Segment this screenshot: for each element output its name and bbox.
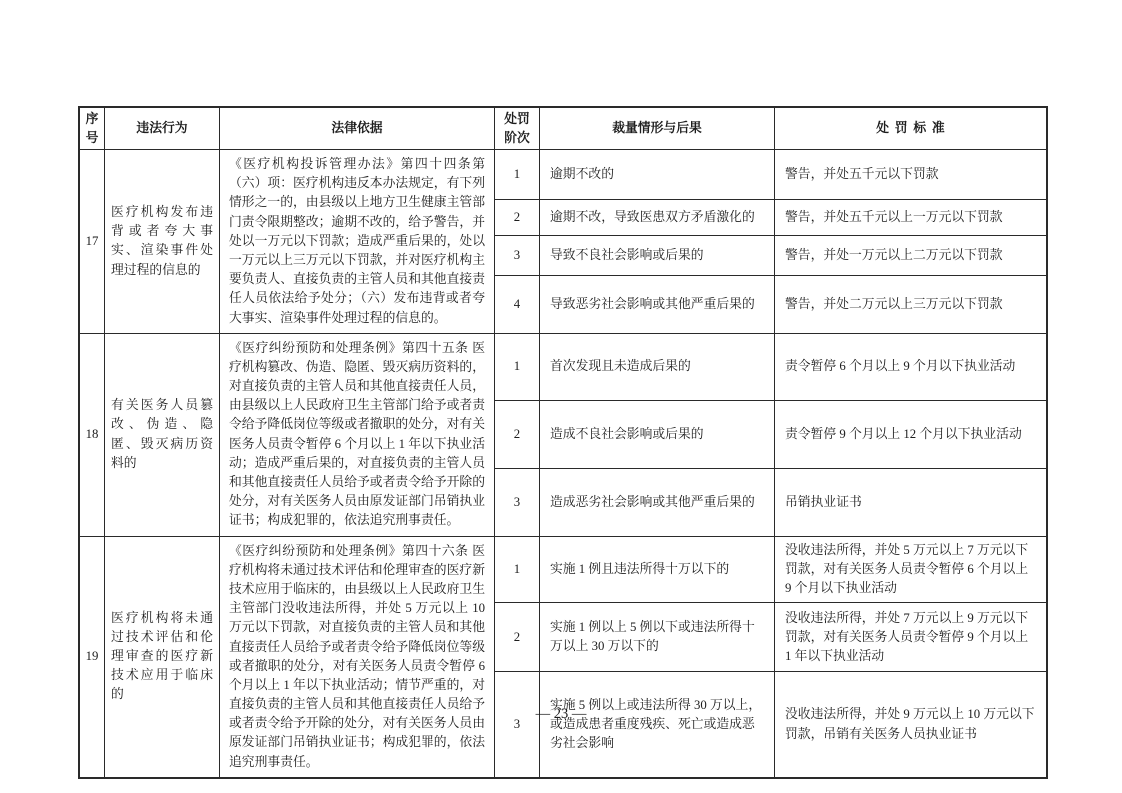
- penalty-level-row: [495, 334, 1046, 401]
- penalty-level-row: [495, 150, 1046, 199]
- header-circumstance: 裁量情形与后果: [540, 108, 775, 149]
- penalty-level-cell: 2: [495, 200, 540, 235]
- circumstance-cell: 逾期不改，导致医患双方矛盾激化的: [540, 200, 775, 235]
- penalty-level-cell: 1: [495, 334, 540, 401]
- circumstance-cell: 逾期不改的: [540, 150, 775, 199]
- penalty-level-cell: 3: [495, 469, 540, 536]
- circumstance-cell: 导致恶劣社会影响或其他严重后果的: [540, 276, 775, 333]
- row-no-cell: 19: [80, 537, 105, 777]
- penalty-standards-table: [78, 106, 1048, 779]
- table-row: [80, 536, 1046, 777]
- penalty-level-row: [495, 199, 1046, 235]
- circumstance-cell: 导致不良社会影响或后果的: [540, 236, 775, 275]
- penalty-level-row: [495, 537, 1046, 603]
- penalty-level-cell: 1: [495, 537, 540, 603]
- penalty-standard-cell: 责令暂停 9 个月以上 12 个月以下执业活动: [785, 427, 1022, 442]
- penalty-standard-cell: 没收违法所得，并处 7 万元以上 9 万元以下罚款，对有关医务人员责令暂停 9 个月以上 1 年以下执业活动: [785, 610, 1029, 663]
- circumstance-cell: 实施 1 例以上 5 例以下或违法所得十万以上 30 万以下的: [540, 603, 775, 671]
- penalty-level-cell: 4: [495, 276, 540, 333]
- penalty-levels-group: [495, 537, 1046, 777]
- penalty-level-cell: 1: [495, 150, 540, 199]
- legal-basis-cell: 《医疗机构投诉管理办法》第四十四条第（六）项：医疗机构违反本办法规定，有下列情形之一的，由县级以上地方卫生健康主管部门责令限期整改；逾期不改的，给予警告，并处以一万元以下罚款；造成严重后果的，处以一万元以上三万元以下罚款，并对医疗机构主要负责人、直接负责的主管人员和其他直接责任人员依法给予处分；（六）发布违背或者夸大事实、渲染事件处理过程的信息的。: [220, 150, 495, 333]
- penalty-standard-cell: 警告，并处二万元以上三万元以下罚款: [785, 296, 1003, 311]
- table-row: [80, 333, 1046, 536]
- row-no-cell: 18: [80, 334, 105, 536]
- header-no: 序号: [80, 108, 105, 149]
- penalty-level-row: [495, 602, 1046, 671]
- header-legal-basis: 法律依据: [220, 108, 495, 149]
- page-number: — 23 —: [535, 706, 587, 722]
- header-penalty-level: 处罚阶次: [495, 108, 540, 149]
- violation-cell: 医疗机构发布违背或者夸大事实、渲染事件处理过程的信息的: [105, 150, 220, 333]
- penalty-standard-cell: 警告，并处一万元以上二万元以下罚款: [785, 247, 1003, 262]
- penalty-level-cell: 2: [495, 401, 540, 468]
- penalty-standard-cell: 吊销执业证书: [785, 494, 862, 509]
- violation-cell: 有关医务人员篡改、伪造、隐匿、毁灭病历资料的: [105, 334, 220, 536]
- penalty-standard-cell: 警告，并处五千元以上一万元以下罚款: [785, 209, 1003, 224]
- row-no-cell: 17: [80, 150, 105, 333]
- penalty-level-row: [495, 235, 1046, 275]
- penalty-level-row: [495, 400, 1046, 468]
- penalty-standard-cell: 没收违法所得，并处 5 万元以上 7 万元以下罚款，对有关医务人员责令暂停 6 个月以上 9 个月以下执业活动: [785, 542, 1029, 595]
- header-violation: 违法行为: [105, 108, 220, 149]
- circumstance-cell: 首次发现且未造成后果的: [540, 334, 775, 401]
- penalty-levels-group: [495, 334, 1046, 536]
- violation-cell: 医疗机构将未通过技术评估和伦理审查的医疗新技术应用于临床的: [105, 537, 220, 777]
- penalty-levels-group: [495, 150, 1046, 333]
- penalty-level-row: [495, 275, 1046, 333]
- table-row: [80, 150, 1046, 333]
- penalty-standard-cell: 责令暂停 6 个月以上 9 个月以下执业活动: [785, 359, 1016, 374]
- penalty-level-row: [495, 671, 1046, 776]
- penalty-standard-cell: 没收违法所得，并处 9 万元以上 10 万元以下罚款，吊销有关医务人员执业证书: [785, 707, 1035, 741]
- penalty-standard-cell: 警告，并处五千元以下罚款: [785, 166, 939, 181]
- circumstance-cell: 实施 1 例且违法所得十万以下的: [540, 537, 775, 603]
- circumstance-cell: 造成不良社会影响或后果的: [540, 401, 775, 468]
- penalty-level-cell: 3: [495, 672, 540, 776]
- penalty-level-cell: 2: [495, 603, 540, 671]
- penalty-level-row: [495, 468, 1046, 536]
- circumstance-cell: 实施 5 例以上或违法所得 30 万以上，或造成患者重度残疾、死亡或造成恶劣社会影响: [540, 672, 775, 776]
- legal-basis-cell: 《医疗纠纷预防和处理条例》第四十六条 医疗机构将未通过技术评估和伦理审查的医疗新技术应用于临床的，由县级以上人民政府卫生主管部门没收违法所得，并处 5 万元以上 10 万元以下罚款，对直接负责的主管人员和其他直接责任人员给予或者责令给予降低岗位等级或者撤职的处分，对有关医务人员责令暂停 6 个月以上 1 年以下执业活动；情节严重的，对直接负责的主管人员和其他直接责任人员给予或者责令给予开除的处分，对有关医务人员由原发证部门吊销执业证书；构成犯罪的，依法追究刑事责任。: [220, 537, 495, 777]
- table-header-row: [80, 108, 1046, 150]
- header-penalty-standard: 处罚标准: [876, 121, 951, 136]
- circumstance-cell: 造成恶劣社会影响或其他严重后果的: [540, 469, 775, 536]
- legal-basis-cell: 《医疗纠纷预防和处理条例》第四十五条 医疗机构篡改、伪造、隐匿、毁灭病历资料的，对直接负责的主管人员和其他直接责任人员，由县级以上人民政府卫生主管部门给予或者责令给予降低岗位等级或者撤职的处分，对有关医务人员责令暂停 6 个月以上 1 年以下执业活动；造成严重后果的，对直接负责的主管人员和其他直接责任人员给予或者责令给予开除的处分，对有关医务人员由原发证部门吊销执业证书；构成犯罪的，依法追究刑事责任。: [220, 334, 495, 536]
- penalty-level-cell: 3: [495, 236, 540, 275]
